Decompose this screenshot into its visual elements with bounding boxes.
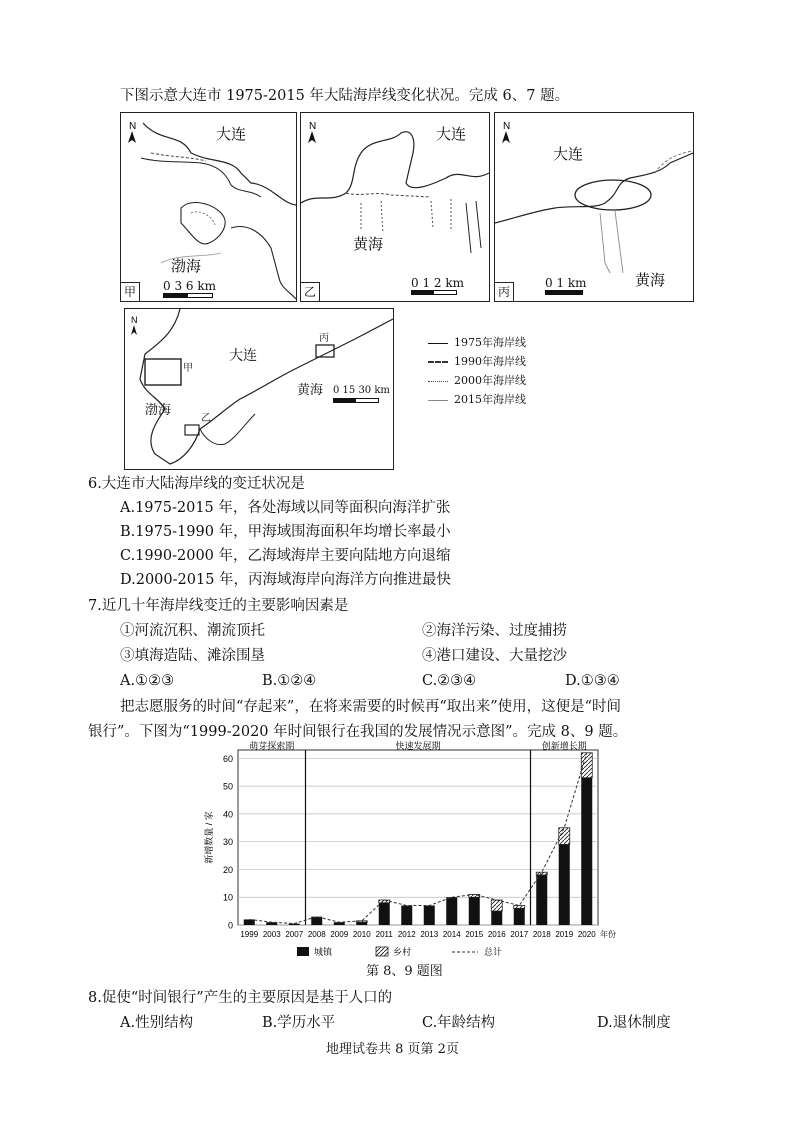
y-tick-label: 20 — [222, 864, 233, 875]
label-city-yi: 大连 — [436, 125, 467, 143]
x-tick-label: 2010 — [352, 930, 371, 939]
bar-urban — [559, 844, 570, 925]
x-tick-label: 2017 — [510, 930, 529, 939]
chart-caption: 第 8、9 题图 — [366, 964, 443, 979]
north-arrow-icon — [131, 315, 138, 335]
overview-box-yi — [185, 425, 199, 435]
q7-option-c: C.②③④ — [422, 673, 477, 689]
legend-2015: 2015年海岸线 — [428, 391, 526, 407]
q6-option-a: A.1975-2015 年，各处海域以同等面积向海洋扩张 — [120, 500, 451, 516]
map-panel-bing — [494, 112, 694, 302]
legend-rural-label: 乡村 — [393, 947, 412, 957]
y-tick-label: 0 — [227, 920, 233, 931]
overview-sea-bohai: 渤海 — [145, 403, 172, 418]
north-arrow-icon — [128, 121, 136, 143]
q6-option-b: B.1975-1990 年，甲海域围海面积年均增长率最小 — [120, 524, 451, 540]
legend-1975: 1975年海岸线 — [428, 334, 526, 350]
x-tick-label: 2009 — [330, 930, 349, 939]
overview-scalebar — [333, 398, 379, 403]
overview-box-jia — [145, 359, 181, 385]
overview-city: 大连 — [229, 348, 257, 364]
svg-text:N: N — [309, 121, 317, 132]
q7-option-d: D.①③④ — [565, 673, 620, 689]
y-axis-label: 新增数量 / 家 — [204, 811, 214, 864]
q7-item-2: ②海洋污染、过度捕捞 — [422, 623, 567, 639]
intro-text-q8-9-line2: 银行”。下图为“1999-2020 年时间银行在我国的发展情况示意图”。完成 8、9 题。 — [88, 724, 628, 740]
bar-urban — [514, 908, 525, 925]
overview-mark-jia: 甲 — [183, 363, 193, 374]
legend-urban-label: 城镇 — [314, 947, 333, 957]
q6-stem: 6.大连市大陆海岸线的变迁状况是 — [88, 476, 305, 492]
y-tick-label: 10 — [222, 892, 233, 903]
label-city-jia: 大连 — [216, 125, 247, 143]
period-label: 萌芽探索期 — [249, 741, 295, 751]
q8-option-d: D.退休制度 — [597, 1015, 671, 1031]
x-axis-unit: 年份 — [600, 930, 616, 939]
q8-stem: 8.促使“时间银行”产生的主要原因是基于人口的 — [88, 990, 393, 1006]
x-tick-label: 2018 — [532, 930, 551, 939]
map-overview — [124, 308, 394, 470]
q7-option-b: B.①②④ — [262, 673, 317, 689]
overview-scale: 0 15 30 km — [333, 385, 390, 396]
panel-tag-jia: 甲 — [121, 282, 140, 301]
x-tick-label: 2003 — [262, 930, 281, 939]
y-tick-label: 40 — [222, 809, 233, 820]
bar-rural — [536, 872, 547, 875]
label-sea-bing: 黄海 — [635, 271, 666, 289]
scalebar-yi — [411, 290, 457, 295]
bar-urban — [356, 922, 367, 925]
svg-text:N: N — [503, 121, 511, 132]
q6-option-d: D.2000-2015 年，丙海域海岸向海洋方向推进最快 — [120, 572, 452, 588]
x-tick-label: 2007 — [285, 930, 304, 939]
y-tick-label: 60 — [222, 753, 233, 764]
q7-stem: 7.近几十年海岸线变迁的主要影响因素是 — [88, 598, 349, 614]
period-label: 快速发展期 — [395, 741, 441, 751]
total-line — [249, 753, 587, 924]
q7-item-3: ③填海造陆、滩涂围垦 — [120, 648, 265, 664]
intro-text-q8-9-line1: 把志愿服务的时间“存起来”，在将来需要的时候再“取出来”使用，这便是“时间 — [120, 699, 622, 715]
label-sea-yi: 黄海 — [353, 235, 384, 253]
map-jia-drawing — [121, 113, 296, 301]
q7-item-1: ①河流沉积、潮流顶托 — [120, 623, 265, 639]
panel-tag-bing: 丙 — [495, 282, 514, 301]
bar-urban — [424, 906, 435, 925]
period-label: 创新增长期 — [541, 741, 587, 751]
x-tick-label: 2008 — [307, 930, 326, 939]
bar-urban — [536, 875, 547, 925]
x-tick-label: 2016 — [487, 930, 506, 939]
bar-urban — [446, 897, 457, 925]
legend-total-label: 总计 — [484, 947, 503, 957]
scale-bing: 0 1 km — [545, 276, 587, 290]
x-tick-label: 2011 — [375, 930, 393, 939]
bar-rural — [559, 828, 570, 845]
panel-tag-yi: 乙 — [301, 282, 320, 301]
q8-option-c: C.年龄结构 — [422, 1015, 496, 1031]
overview-mark-yi: 乙 — [201, 413, 211, 424]
map-panel-jia — [120, 112, 297, 302]
x-tick-label: 2014 — [442, 930, 461, 939]
y-tick-label: 30 — [222, 837, 233, 848]
scale-jia: 0 3 6 km — [163, 279, 216, 293]
label-sea-jia: 渤海 — [171, 257, 202, 275]
bar-urban — [244, 919, 255, 925]
svg-text:N: N — [131, 315, 138, 325]
x-tick-label: 2019 — [555, 930, 574, 939]
scalebar-bing — [545, 290, 583, 295]
q6-option-c: C.1990-2000 年，乙海域海岸主要向陆地方向退缩 — [120, 548, 451, 564]
legend-rural-swatch — [376, 947, 388, 956]
bar-rural — [581, 753, 592, 778]
label-city-bing: 大连 — [553, 145, 584, 163]
q8-option-a: A.性别结构 — [120, 1015, 194, 1031]
scalebar-jia — [163, 293, 213, 298]
x-tick-label: 2020 — [577, 930, 596, 939]
x-tick-label: 2013 — [420, 930, 439, 939]
overview-mark-bing: 丙 — [319, 333, 329, 344]
intro-text-q6-7: 下图示意大连市 1975-2015 年大陆海岸线变化状况。完成 6、7 题。 — [120, 88, 570, 104]
page-footer: 地理试卷共 8 页第 2页 — [326, 1042, 459, 1057]
svg-text:N: N — [129, 121, 137, 132]
q7-option-a: A.①②③ — [120, 673, 175, 689]
x-tick-label: 1999 — [240, 930, 259, 939]
time-bank-chart — [0, 740, 794, 970]
q7-item-4: ④港口建设、大量挖沙 — [422, 648, 567, 664]
north-arrow-icon — [308, 121, 316, 143]
bar-urban — [581, 778, 592, 925]
bar-rural — [491, 900, 502, 911]
legend-urban-swatch — [297, 947, 309, 956]
y-tick-label: 50 — [222, 781, 233, 792]
legend-1990: 1990年海岸线 — [428, 353, 526, 369]
bar-urban — [491, 911, 502, 925]
north-arrow-icon — [502, 121, 510, 143]
q8-option-b: B.学历水平 — [262, 1015, 336, 1031]
bar-urban — [379, 903, 390, 925]
x-tick-label: 2012 — [397, 930, 416, 939]
bar-urban — [469, 897, 480, 925]
overview-sea-huanghai: 黄海 — [297, 383, 324, 398]
scale-yi: 0 1 2 km — [411, 276, 464, 290]
legend-2000: 2000年海岸线 — [428, 372, 526, 388]
map-panel-yi — [300, 112, 490, 302]
bar-rural — [514, 906, 525, 909]
bar-urban — [401, 906, 412, 925]
x-tick-label: 2015 — [465, 930, 484, 939]
